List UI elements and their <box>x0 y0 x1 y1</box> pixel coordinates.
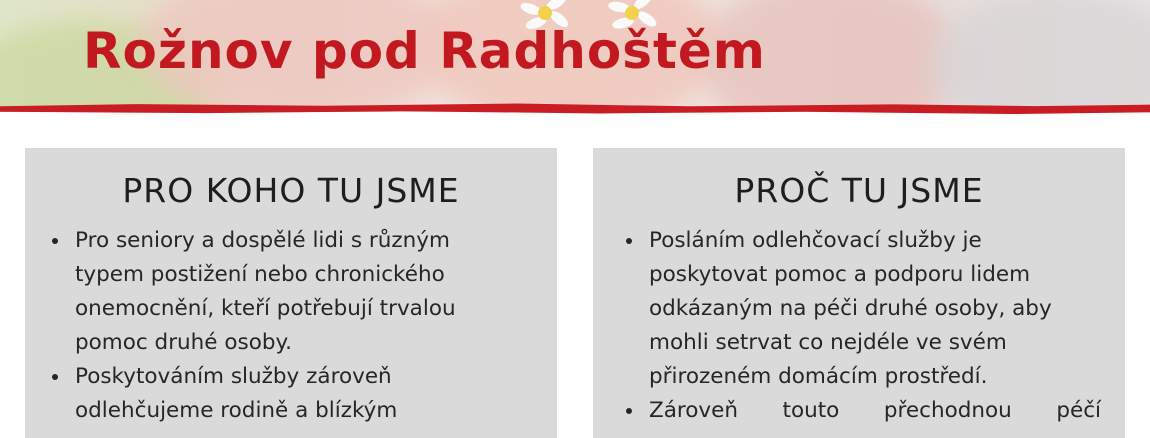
bullet-list <box>25 224 557 428</box>
panel-heading: PROČ TU JSME <box>734 171 984 210</box>
mission-panel <box>593 148 1125 438</box>
header-photo <box>0 0 1150 112</box>
list-item: Poskytováním služby zároveň odlehčujeme rodině a blízkým <box>75 360 515 428</box>
panel-heading: PRO KOHO TU JSME <box>122 171 460 210</box>
list-item: Posláním odlehčovací služby je poskytovat pomoc a podporu lidem odkázaným na péči druhé osoby, aby mohli setrvat co nejdéle ve svém přirozeném domácím prostředí. <box>649 224 1101 394</box>
list-item: Zároveň touto přechodnou péčí <box>649 394 1101 428</box>
bullet-list <box>593 224 1125 428</box>
list-item: Pro seniory a dospělé lidi s různým typem postižení nebo chronického onemocnění, kteří potřebují trvalou pomoc druhé osoby. <box>75 224 515 360</box>
target-group-panel <box>25 148 557 438</box>
page-title: Rožnov pod Radhoštěm <box>83 22 766 80</box>
